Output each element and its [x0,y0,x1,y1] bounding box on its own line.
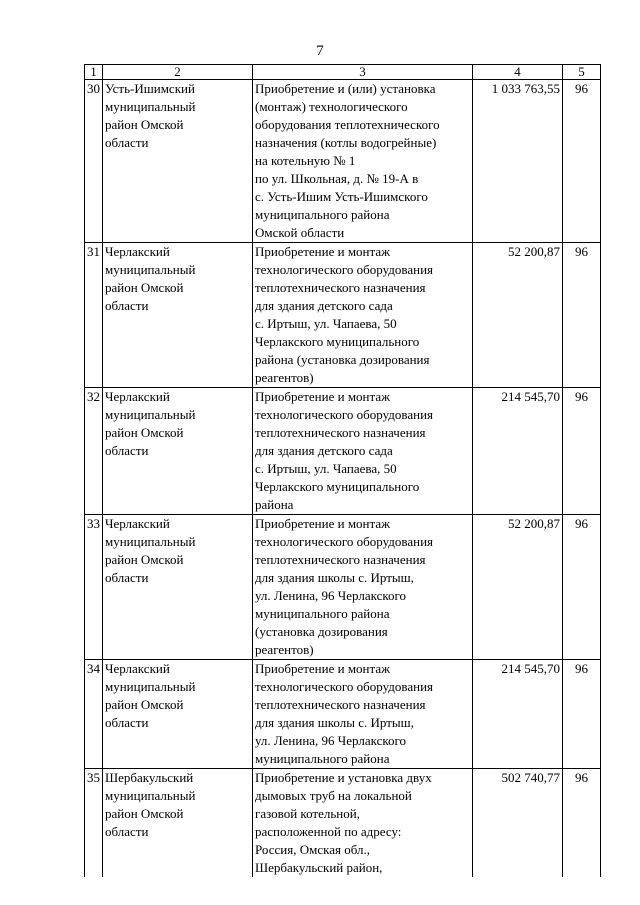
district-line: район Омской [105,697,184,712]
district-cell [103,243,253,388]
work-line: Черлакского муниципального [255,334,420,349]
work-line: ул. Ленина, 96 Черлакского [255,588,407,603]
work-line: муниципального района [255,207,390,222]
work-line: (установка дозирования [255,624,388,639]
row-number: 34 [85,660,103,769]
code-cell: 96 [563,388,601,515]
district-line: район Омской [105,552,184,567]
district-line: район Омской [105,117,184,132]
work-line: Омской области [255,225,345,240]
work-line: Приобретение и монтаж [255,516,391,531]
work-line: муниципального района [255,751,390,766]
district-line: области [105,715,149,730]
row-number: 33 [85,515,103,660]
work-line: с. Иртыш, ул. Чапаева, 50 [255,316,397,331]
header-col-2: 2 [103,65,253,80]
work-line: по ул. Школьная, д. № 19-А в [255,171,419,186]
code-cell: 96 [563,243,601,388]
district-cell [103,80,253,243]
table-row [85,388,601,515]
district-line: муниципальный [105,534,196,549]
header-col-4: 4 [473,65,563,80]
work-line: Приобретение и монтаж [255,661,391,676]
work-line: для здания школы с. Иртыш, [255,715,414,730]
work-line: технологического оборудования [255,534,434,549]
row-number: 35 [85,769,103,878]
work-line: с. Иртыш, ул. Чапаева, 50 [255,461,397,476]
code-cell: 96 [563,515,601,660]
amount-cell: 1 033 763,55 [473,80,563,243]
district-line: области [105,135,149,150]
district-line: муниципальный [105,99,196,114]
header-col-3: 3 [253,65,473,80]
work-line: дымовых труб на локальной [255,788,412,803]
work-line: технологического оборудования [255,679,434,694]
work-line: для здания детского сада [255,443,393,458]
work-line: Россия, Омская обл., [255,842,370,857]
district-line: муниципальный [105,407,196,422]
work-line: на котельную № 1 [255,153,356,168]
work-line: для здания школы с. Иртыш, [255,570,414,585]
district-line: области [105,298,149,313]
row-number: 32 [85,388,103,515]
work-description-cell [253,243,473,388]
data-table [84,64,601,877]
work-line: района [255,497,294,512]
district-line: муниципальный [105,788,196,803]
work-line: реагентов) [255,642,314,657]
district-line: области [105,570,149,585]
district-line: Черлакский [105,389,170,404]
header-row [85,65,601,80]
row-number: 30 [85,80,103,243]
district-line: Черлакский [105,244,170,259]
amount-cell: 52 200,87 [473,243,563,388]
work-line: теплотехнического назначения [255,280,426,295]
district-line: Усть-Ишимский [105,81,195,96]
page-number: 7 [316,43,324,59]
work-line: газовой котельной, [255,806,360,821]
district-line: район Омской [105,425,184,440]
header-col-5: 5 [563,65,601,80]
table-row [85,769,601,878]
work-line: оборудования теплотехнического [255,117,440,132]
work-line: (монтаж) технологического [255,99,408,114]
work-line: теплотехнического назначения [255,552,426,567]
work-line: с. Усть-Ишим Усть-Ишимского [255,189,428,204]
district-line: район Омской [105,280,184,295]
table-row [85,243,601,388]
work-line: теплотехнического назначения [255,697,426,712]
work-line: района (установка дозирования [255,352,430,367]
header-col-1: 1 [85,65,103,80]
district-line: Черлакский [105,516,170,531]
amount-cell: 214 545,70 [473,660,563,769]
row-number: 31 [85,243,103,388]
district-line: области [105,443,149,458]
amount-cell: 502 740,77 [473,769,563,878]
work-line: реагентов) [255,370,314,385]
work-line: Приобретение и (или) установка [255,81,436,96]
table-row [85,80,601,243]
district-cell [103,515,253,660]
work-line: для здания детского сада [255,298,393,313]
district-cell [103,769,253,878]
code-cell: 96 [563,660,601,769]
amount-cell: 52 200,87 [473,515,563,660]
district-line: области [105,824,149,839]
district-line: район Омской [105,806,184,821]
work-description-cell [253,515,473,660]
district-line: Шербакульский [105,770,194,785]
work-description-cell [253,769,473,878]
work-line: технологического оборудования [255,407,434,422]
district-line: Черлакский [105,661,170,676]
district-cell [103,388,253,515]
work-line: Приобретение и монтаж [255,244,391,259]
work-description-cell [253,660,473,769]
work-description-cell [253,80,473,243]
district-line: муниципальный [105,262,196,277]
work-line: Шербакульский район, [255,860,383,875]
work-line: Приобретение и монтаж [255,389,391,404]
district-line: муниципальный [105,679,196,694]
work-line: технологического оборудования [255,262,434,277]
work-line: ул. Ленина, 96 Черлакского [255,733,407,748]
work-description-cell [253,388,473,515]
work-line: муниципального района [255,606,390,621]
amount-cell: 214 545,70 [473,388,563,515]
table-row [85,515,601,660]
work-line: расположенной по адресу: [255,824,402,839]
work-line: назначения (котлы водогрейные) [255,135,437,150]
work-line: Черлакского муниципального [255,479,420,494]
work-line: Приобретение и установка двух [255,770,432,785]
district-cell [103,660,253,769]
code-cell: 96 [563,769,601,878]
code-cell: 96 [563,80,601,243]
work-line: теплотехнического назначения [255,425,426,440]
table-row [85,660,601,769]
